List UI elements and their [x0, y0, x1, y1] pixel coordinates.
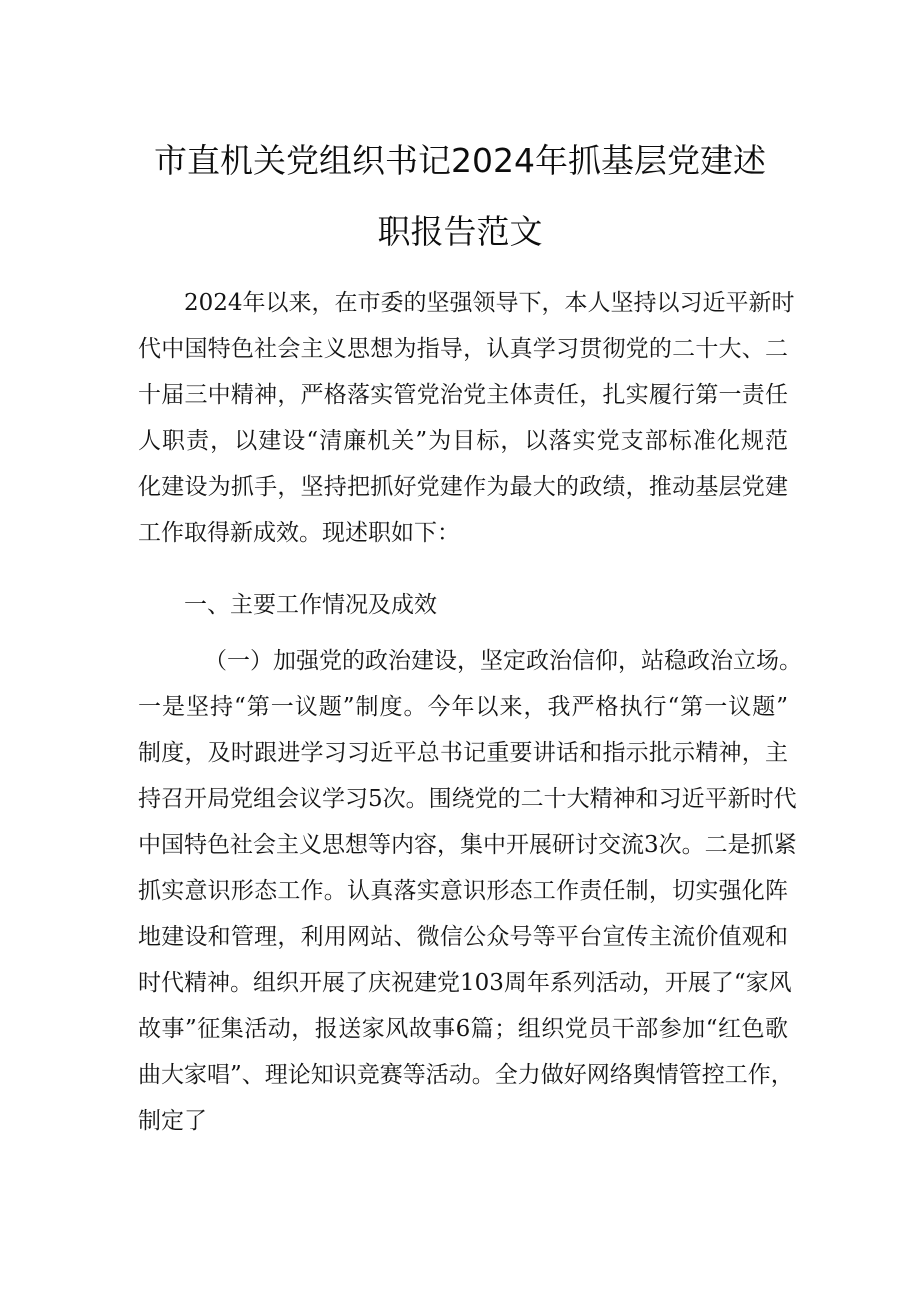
paragraph-line: 制定了 [138, 1108, 207, 1134]
paragraph-line: 2024年以来，在市委的坚强领导下，本人坚持以习近平新时 [184, 290, 795, 316]
section-heading: 一、主要工作情况及成效 [184, 592, 437, 618]
paragraph-line: 地建设和管理，利用网站、微信公众号等平台宣传主流价值观和 [138, 924, 788, 950]
paragraph-line: 持召开局党组会议学习5次。围绕党的二十大精神和习近平新时代 [138, 786, 797, 812]
paragraph-line: 十届三中精神，严格落实管党治党主体责任，扎实履行第一责任 [138, 382, 788, 408]
paragraph-line: 一是坚持“第一议题”制度。今年以来，我严格执行“第一议题” [138, 694, 788, 720]
paragraph-line: 化建设为抓手，坚持把抓好党建作为最大的政绩，推动基层党建 [138, 474, 788, 500]
paragraph-line: 人职责，以建设“清廉机关”为目标，以落实党支部标准化规范 [138, 428, 788, 454]
paragraph-line: 抓实意识形态工作。认真落实意识形态工作责任制，切实强化阵 [138, 878, 788, 904]
paragraph-line: （一）加强党的政治建设，坚定政治信仰，站稳政治立场。 [204, 648, 802, 674]
paragraph-line: 故事”征集活动，报送家风故事6篇；组织党员干部参加“红色歌 [138, 1016, 788, 1042]
paragraph-line: 代中国特色社会主义思想为指导，认真学习贯彻党的二十大、二 [138, 336, 788, 362]
paragraph-line: 中国特色社会主义思想等内容，集中开展研讨交流3次。二是抓紧 [138, 832, 797, 858]
document-title-line-1: 市直机关党组织书记2024年抓基层党建述 [154, 141, 766, 180]
paragraph-line: 制度，及时跟进学习习近平总书记重要讲话和指示批示精神，主 [138, 740, 788, 766]
paragraph-line: 曲大家唱”、理论知识竞赛等活动。全力做好网络舆情管控工作， [138, 1062, 794, 1088]
document-title-line-2: 职报告范文 [377, 212, 543, 251]
paragraph-line: 工作取得新成效。现述职如下： [138, 520, 460, 546]
paragraph-line: 时代精神。组织开展了庆祝建党103周年系列活动，开展了“家风 [138, 970, 792, 996]
